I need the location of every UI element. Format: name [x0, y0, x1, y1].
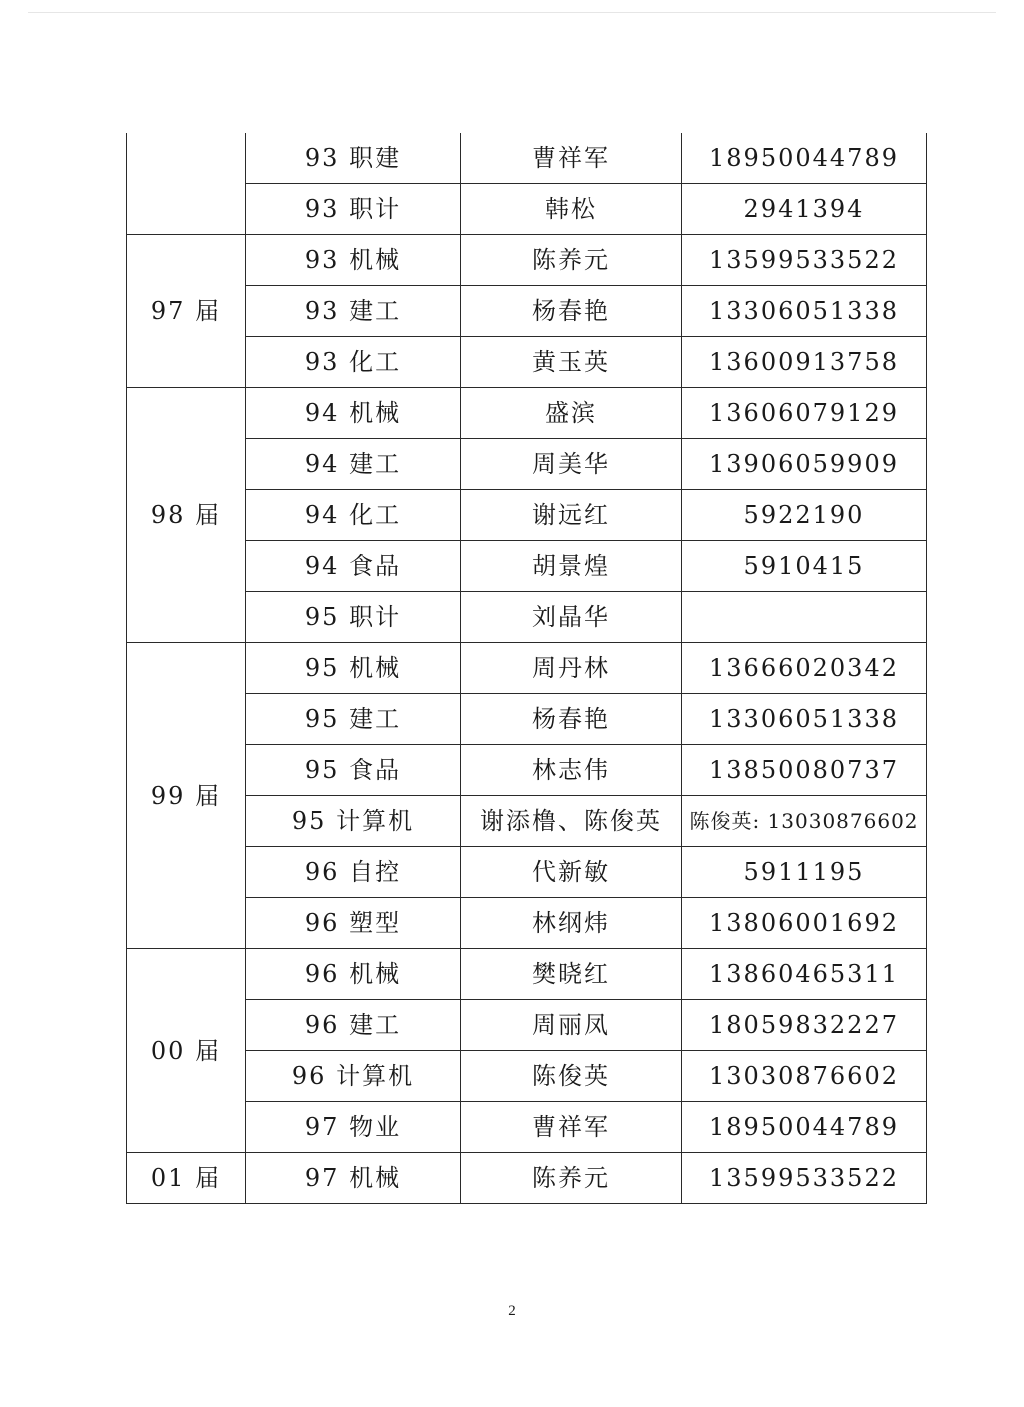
class-cell: 96 自控 — [246, 847, 461, 898]
contact-name-cell: 周美华 — [461, 439, 682, 490]
table-row — [127, 541, 927, 592]
table-row — [127, 184, 927, 235]
scan-edge-line — [28, 12, 996, 13]
contact-name-cell: 曹祥军 — [461, 1102, 682, 1153]
class-cell: 95 机械 — [246, 643, 461, 694]
phone-cell: 13600913758 — [682, 337, 927, 388]
table-row — [127, 592, 927, 643]
class-cell: 96 建工 — [246, 1000, 461, 1051]
contact-name-cell: 陈养元 — [461, 1153, 682, 1204]
phone-cell: 18950044789 — [682, 133, 927, 184]
table-row — [127, 1000, 927, 1051]
class-cell: 93 化工 — [246, 337, 461, 388]
table-row — [127, 490, 927, 541]
phone-cell: 5922190 — [682, 490, 927, 541]
grade-cell: 00 届 — [127, 949, 246, 1153]
phone-cell: 13306051338 — [682, 694, 927, 745]
contact-name-cell: 胡景煌 — [461, 541, 682, 592]
grade-cell: 98 届 — [127, 388, 246, 643]
phone-cell: 13306051338 — [682, 286, 927, 337]
class-cell: 95 建工 — [246, 694, 461, 745]
contact-name-cell: 黄玉英 — [461, 337, 682, 388]
class-cell: 93 机械 — [246, 235, 461, 286]
phone-cell: 13666020342 — [682, 643, 927, 694]
phone-cell: 18950044789 — [682, 1102, 927, 1153]
contact-name-cell: 陈俊英 — [461, 1051, 682, 1102]
contact-name-cell: 谢添橹、陈俊英 — [461, 796, 682, 847]
contact-name-cell: 樊晓红 — [461, 949, 682, 1000]
table-row — [127, 1153, 927, 1204]
class-cell: 96 计算机 — [246, 1051, 461, 1102]
class-cell: 97 机械 — [246, 1153, 461, 1204]
contact-name-cell: 刘晶华 — [461, 592, 682, 643]
contact-name-cell: 林志伟 — [461, 745, 682, 796]
phone-cell: 13030876602 — [682, 1051, 927, 1102]
phone-cell: 13906059909 — [682, 439, 927, 490]
table-row — [127, 286, 927, 337]
table-row — [127, 745, 927, 796]
phone-cell: 5911195 — [682, 847, 927, 898]
class-cell: 96 机械 — [246, 949, 461, 1000]
table-row — [127, 898, 927, 949]
contact-name-cell: 曹祥军 — [461, 133, 682, 184]
phone-cell: 13606079129 — [682, 388, 927, 439]
table-row — [127, 388, 927, 439]
contact-name-cell: 代新敏 — [461, 847, 682, 898]
class-cell: 94 化工 — [246, 490, 461, 541]
class-cell: 95 计算机 — [246, 796, 461, 847]
table-row — [127, 847, 927, 898]
contact-table — [126, 133, 927, 1204]
class-cell: 93 职建 — [246, 133, 461, 184]
contact-table-body — [127, 133, 927, 1204]
contact-name-cell: 杨春艳 — [461, 286, 682, 337]
grade-cell: 01 届 — [127, 1153, 246, 1204]
phone-cell: 陈俊英: 13030876602 — [682, 796, 927, 847]
phone-cell: 13850080737 — [682, 745, 927, 796]
contact-name-cell: 谢远红 — [461, 490, 682, 541]
page-number: 2 — [508, 1303, 516, 1319]
class-cell: 93 建工 — [246, 286, 461, 337]
grade-cell: 99 届 — [127, 643, 246, 949]
phone-cell — [682, 592, 927, 643]
phone-cell: 18059832227 — [682, 1000, 927, 1051]
phone-cell: 13860465311 — [682, 949, 927, 1000]
table-row — [127, 1051, 927, 1102]
table-row — [127, 949, 927, 1000]
table-row — [127, 694, 927, 745]
class-cell: 97 物业 — [246, 1102, 461, 1153]
class-cell: 96 塑型 — [246, 898, 461, 949]
table-row — [127, 337, 927, 388]
contact-name-cell: 林纲炜 — [461, 898, 682, 949]
table-row — [127, 133, 927, 184]
contact-name-cell: 盛滨 — [461, 388, 682, 439]
phone-cell: 13599533522 — [682, 1153, 927, 1204]
phone-cell: 13599533522 — [682, 235, 927, 286]
class-cell: 95 食品 — [246, 745, 461, 796]
phone-cell: 5910415 — [682, 541, 927, 592]
table-row — [127, 235, 927, 286]
contact-name-cell: 周丽凤 — [461, 1000, 682, 1051]
class-cell: 93 职计 — [246, 184, 461, 235]
class-cell: 94 建工 — [246, 439, 461, 490]
class-cell: 94 食品 — [246, 541, 461, 592]
phone-cell: 2941394 — [682, 184, 927, 235]
contact-name-cell: 韩松 — [461, 184, 682, 235]
grade-cell: 97 届 — [127, 235, 246, 388]
table-row — [127, 796, 927, 847]
contact-name-cell: 周丹林 — [461, 643, 682, 694]
table-row — [127, 1102, 927, 1153]
class-cell: 95 职计 — [246, 592, 461, 643]
grade-cell — [127, 133, 246, 235]
phone-cell: 13806001692 — [682, 898, 927, 949]
contact-name-cell: 陈养元 — [461, 235, 682, 286]
table-row — [127, 643, 927, 694]
class-cell: 94 机械 — [246, 388, 461, 439]
table-row — [127, 439, 927, 490]
contact-name-cell: 杨春艳 — [461, 694, 682, 745]
